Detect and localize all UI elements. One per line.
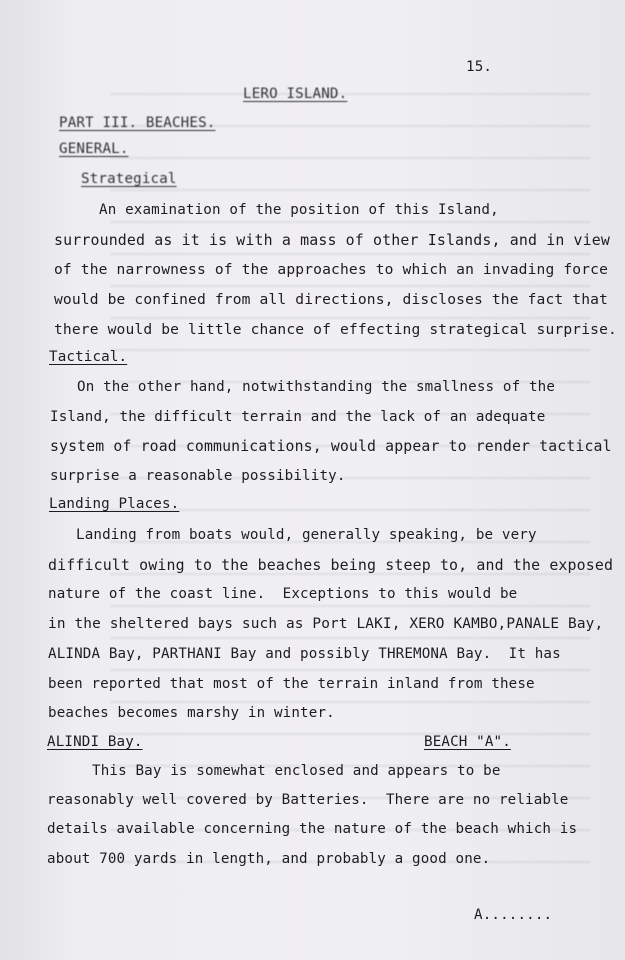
alindi-line: reasonably well covered by Batteries. There are no reliable: [47, 792, 569, 808]
strategical-line: would be confined from all directions, discloses the fact that: [54, 291, 609, 308]
alindi-line: details available concerning the nature of the beach which is: [47, 821, 578, 837]
beach-a-label: BEACH "A".: [424, 734, 511, 750]
document-title: LERO ISLAND.: [243, 86, 348, 102]
page-number: 15.: [466, 59, 493, 75]
landing-line: difficult owing to the beaches being steep to, and the exposed: [48, 556, 614, 574]
catchword: A........: [474, 907, 553, 923]
landing-line: nature of the coast line. Exceptions to this would be: [48, 586, 518, 602]
alindi-line: This Bay is somewhat enclosed and appears to be: [92, 763, 501, 779]
general-heading: GENERAL.: [59, 141, 129, 157]
tactical-heading: Tactical.: [49, 349, 128, 365]
alindi-bay-heading: ALINDI Bay.: [47, 734, 143, 750]
tactical-line: system of road communications, would appear to render tactical: [50, 438, 612, 455]
landing-line: ALINDA Bay, PARTHANI Bay and possibly THREMONA Bay. It has: [48, 646, 561, 662]
strategical-line: of the narrowness of the approaches to which an invading force: [54, 261, 609, 278]
tactical-line: surprise a reasonable possibility.: [50, 468, 346, 484]
landing-line: Landing from boats would, generally speaking, be very: [76, 527, 537, 543]
alindi-line: about 700 yards in length, and probably a good one.: [47, 851, 491, 867]
tactical-line: Island, the difficult terrain and the lack of an adequate: [50, 409, 546, 425]
landing-line: beaches becomes marshy in winter.: [48, 705, 335, 721]
strategical-line: An examination of the position of this Island,: [99, 202, 499, 218]
landing-places-heading: Landing Places.: [49, 496, 180, 512]
landing-line: been reported that most of the terrain inland from these: [48, 676, 535, 692]
strategical-heading: Strategical: [81, 171, 177, 187]
part-heading: PART III. BEACHES.: [59, 115, 216, 131]
landing-line: in the sheltered bays such as Port LAKI, XERO KAMBO,PANALE Bay,: [48, 616, 604, 632]
tactical-line: On the other hand, notwithstanding the smallness of the: [77, 379, 556, 395]
strategical-line: there would be little chance of effecting strategical surprise.: [54, 321, 617, 338]
strategical-line: surrounded as it is with a mass of other Islands, and in view: [54, 231, 611, 249]
